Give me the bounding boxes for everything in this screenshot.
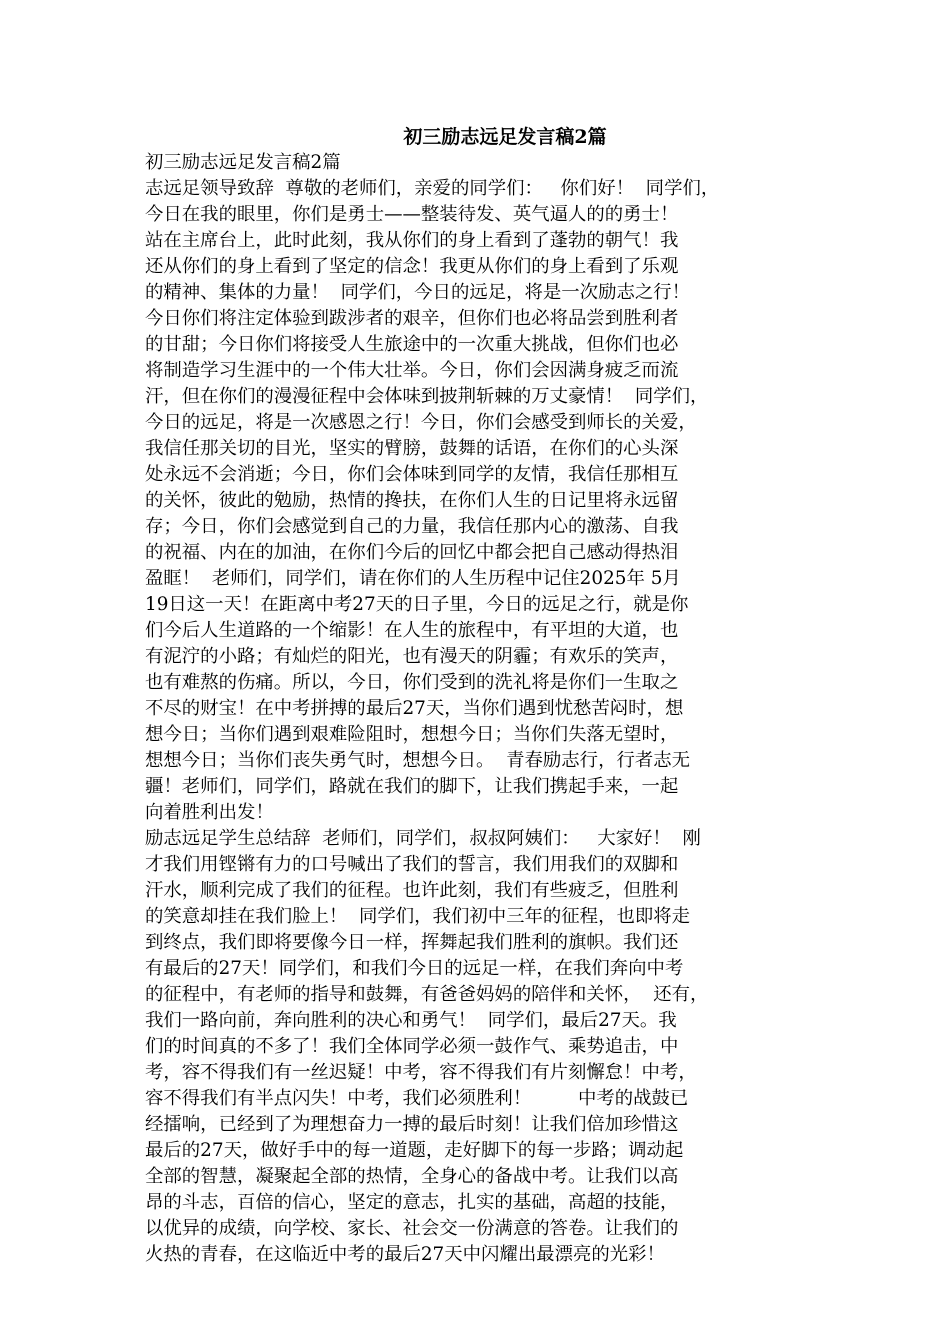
text-line: 们的时间真的不多了！我们全体同学必须一鼓作气、乘势追击，中 <box>145 1036 679 1057</box>
text-line: 处永远不会消逝；今日，你们会体味到同学的友情，我信任那相互 <box>145 464 679 485</box>
text-line: 火热的青春，在这临近中考的最后27天中闪耀出最漂亮的光彩！ <box>145 1244 665 1265</box>
text-line: 考，容不得我们有一丝迟疑！中考，容不得我们有片刻懈怠！中考， <box>145 1062 697 1083</box>
text-line: 全部的智慧，凝聚起全部的热情，全身心的备战中考。让我们以高 <box>145 1166 679 1187</box>
text-line: 将制造学习生涯中的一个伟大壮举。今日，你们会因满身疲乏而流 <box>145 360 679 381</box>
text-line: 今日的远足，将是一次感恩之行！今日，你们会感受到师长的关爱， <box>145 412 697 433</box>
text-line: 汗水，顺利完成了我们的征程。也许此刻，我们有些疲乏，但胜利 <box>145 880 679 901</box>
text-line: 昂的斗志，百倍的信心，坚定的意志，扎实的基础，高超的技能， <box>145 1192 679 1213</box>
document-page <box>145 124 835 1268</box>
text-line: 也有难熬的伤痛。所以，今日，你们受到的洗礼将是你们一生取之 <box>145 672 679 693</box>
text-line: 今日在我的眼里，你们是勇士——整装待发、英气逼人的的勇士！ <box>145 204 679 225</box>
text-line: 汗，但在你们的漫漫征程中会体味到披荆斩棘的万丈豪情！ 同学们， <box>145 386 709 407</box>
text-line: 最后的27天，做好手中的每一道题，走好脚下的每一步路；调动起 <box>145 1140 684 1161</box>
text-line: 们今后人生道路的一个缩影！在人生的旅程中，有平坦的大道，也 <box>145 620 679 641</box>
text-line: 我们一路向前，奔向胜利的决心和勇气！ 同学们，最后27天。我 <box>145 1010 677 1031</box>
text-line: 到终点，我们即将要像今日一样，挥舞起我们胜利的旗帜。我们还 <box>145 932 679 953</box>
text-line: 我信任那关切的目光，坚实的臂膀，鼓舞的话语，在你们的心头深 <box>145 438 679 459</box>
text-line: 想今日；当你们遇到艰难险阻时，想想今日；当你们失落无望时， <box>145 724 679 745</box>
text-line: 初三励志远足发言稿2篇 <box>145 152 341 173</box>
text-line: 的关怀，彼此的勉励，热情的搀扶，在你们人生的日记里将永远留 <box>145 490 679 511</box>
document-body <box>145 150 835 1268</box>
text-line: 的精神、集体的力量！ 同学们，今日的远足，将是一次励志之行！ <box>145 282 691 303</box>
text-line: 容不得我们有半点闪失！中考，我们必须胜利！ 中考的战鼓已 <box>145 1088 689 1109</box>
text-line: 有泥泞的小路；有灿烂的阳光，也有漫天的阴霾；有欢乐的笑声， <box>145 646 679 667</box>
text-line: 站在主席台上，此时此刻，我从你们的身上看到了蓬勃的朝气！我 <box>145 230 679 251</box>
text-line: 以优异的成绩，向学校、家长、社会交一份满意的答卷。让我们的 <box>145 1218 679 1239</box>
text-line: 盈眶！ 老师们，同学们，请在你们的人生历程中记住2025年 5月 <box>145 568 681 589</box>
text-line: 励志远足学生总结辞 老师们，同学们，叔叔阿姨们： 大家好！ 刚 <box>145 828 701 849</box>
text-line: 还从你们的身上看到了坚定的信念！我更从你们的身上看到了乐观 <box>145 256 679 277</box>
text-line: 想想今日；当你们丧失勇气时，想想今日。 青春励志行，行者志无 <box>145 750 691 771</box>
text-line: 今日你们将注定体验到跋涉者的艰辛，但你们也必将品尝到胜利者 <box>145 308 679 329</box>
text-line: 的甘甜；今日你们将接受人生旅途中的一次重大挑战，但你们也必 <box>145 334 679 355</box>
text-line: 存；今日，你们会感觉到自己的力量，我信任那内心的激荡、自我 <box>145 516 679 537</box>
text-line: 有最后的27天！同学们，和我们今日的远足一样，在我们奔向中考 <box>145 958 684 979</box>
text-line: 才我们用铿锵有力的口号喊出了我们的誓言，我们用我们的双脚和 <box>145 854 679 875</box>
text-line: 经擂响，已经到了为理想奋力一搏的最后时刻！让我们倍加珍惜这 <box>145 1114 679 1135</box>
document-title: 初三励志远足发言稿2篇 <box>403 126 607 148</box>
text-line: 向着胜利出发！ <box>145 802 274 823</box>
text-line: 志远足领导致辞 尊敬的老师们，亲爱的同学们： 你们好！ 同学们， <box>145 178 720 199</box>
text-line: 19日这一天！在距离中考27天的日子里，今日的远足之行，就是你 <box>145 594 689 615</box>
text-line: 不尽的财宝！在中考拼搏的最后27天，当你们遇到忧愁苦闷时，想 <box>145 698 684 719</box>
text-line: 疆！老师们，同学们，路就在我们的脚下，让我们携起手来，一起 <box>145 776 679 797</box>
text-line: 的笑意却挂在我们脸上！ 同学们，我们初中三年的征程，也即将走 <box>145 906 691 927</box>
text-line: 的征程中，有老师的指导和鼓舞，有爸爸妈妈的陪伴和关怀， 还有， <box>145 984 709 1005</box>
text-line: 的祝福、内在的加油，在你们今后的回忆中都会把自己感动得热泪 <box>145 542 679 563</box>
